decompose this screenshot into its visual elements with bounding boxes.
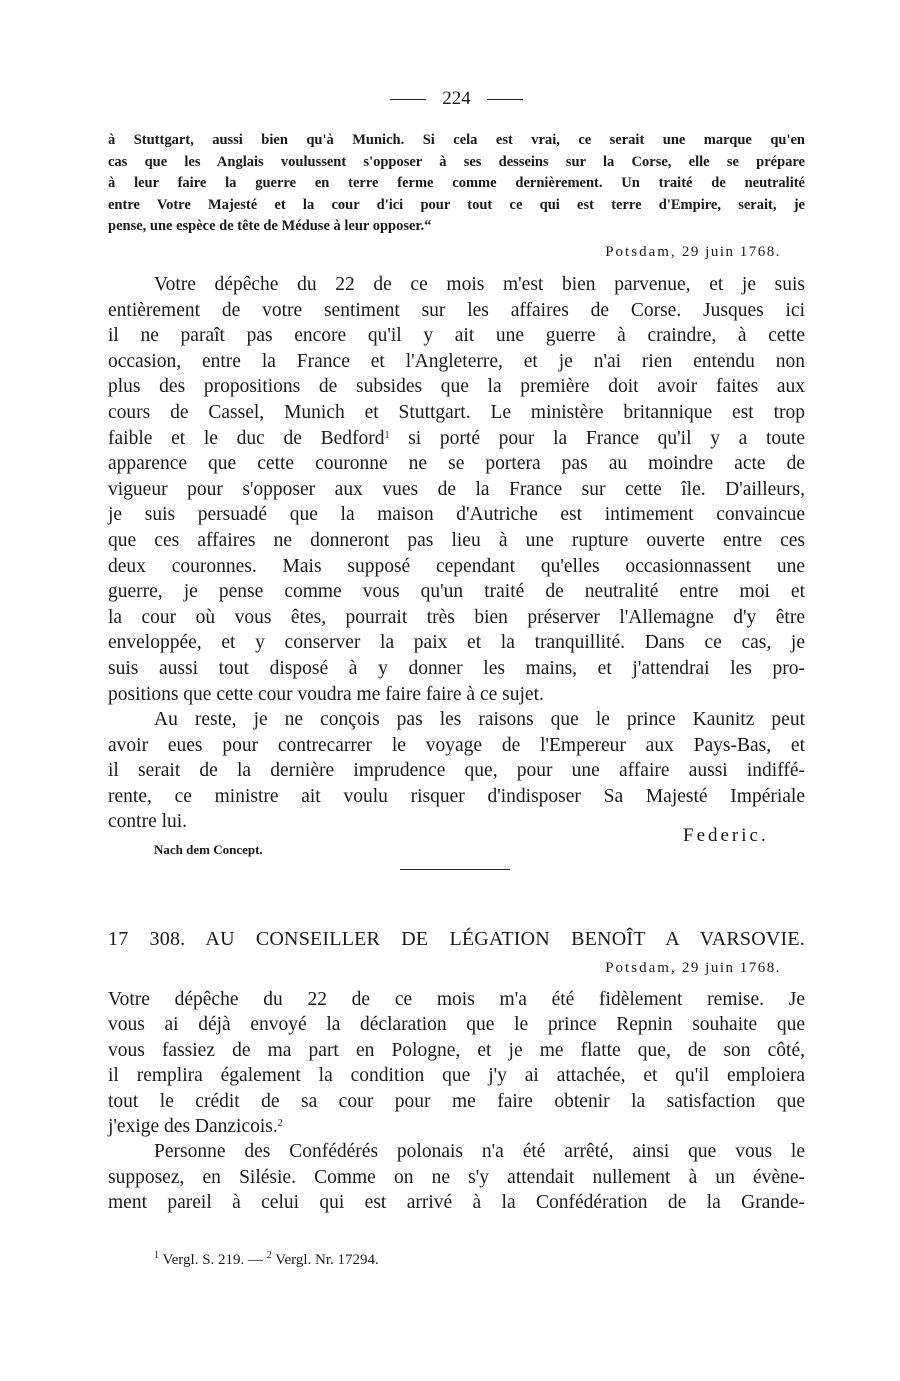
body-line: suis aussi tout disposé à y donner les mains, et j'attendrai les pro- xyxy=(108,657,805,679)
footnote-mark: 1 xyxy=(154,1250,159,1261)
body-line: que ces affaires ne donneront pas lieu à une rupture ouverte entre ces xyxy=(108,529,805,551)
body-text: j'exige des Danzicois. xyxy=(108,1116,278,1138)
footnote-mark: 2 xyxy=(266,1250,272,1261)
dateline-place: Potsdam, xyxy=(605,244,677,260)
body-line: positions que cette cour voudra me faire faire à ce sujet. xyxy=(108,683,544,705)
quote-line: à Stuttgart, aussi bien qu'à Munich. Si cela est vrai, ce serait une marque qu'en xyxy=(108,132,805,148)
quote-line: cas que les Anglais voulussent s'opposer à ses desseins sur la Corse, elle se prépare xyxy=(108,153,805,170)
body-line: Au reste, je ne conçois pas les raisons que le prince Kaunitz peut xyxy=(154,709,805,731)
body-line: apparence que cette couronne ne se portera pas au moindre acte de xyxy=(108,453,805,475)
dateline-place: Potsdam, xyxy=(605,960,677,976)
footnote-text: Vergl. S. 219. xyxy=(162,1252,245,1268)
body-line: tout le crédit de sa cour pour me faire obtenir la satisfaction que xyxy=(108,1090,805,1112)
footnote-reference: 2 xyxy=(277,1118,283,1130)
quote-line: entre Votre Majesté et la cour d'ici pour tout ce qui est terre d'Empire, serait, je xyxy=(108,196,805,213)
letter1-dateline xyxy=(605,244,781,261)
body-line: je suis persuadé que la maison d'Autriche est intimement convaincue xyxy=(108,504,805,526)
body-line-with-footnote xyxy=(108,426,805,452)
body-line: la cour où vous êtes, pourrait très bien préserver l'Allemagne d'y être xyxy=(108,606,805,628)
body-line: guerre, je pense comme vous qu'un traité de neutralité entre moi et xyxy=(108,581,805,603)
body-line: rente, ce ministre ait voulu risquer d'indisposer Sa Majesté Impériale xyxy=(108,785,805,807)
document-page xyxy=(108,0,805,1381)
body-line: deux couronnes. Mais supposé cependant qu'elles occasionnassent une xyxy=(108,555,805,577)
footnotes xyxy=(154,1252,379,1269)
body-line: il remplira également la condition que j'y ai attachée, et qu'il emploiera xyxy=(108,1065,805,1087)
body-line: vous fassiez de ma part en Pologne, et je me flatte que, de son côté, xyxy=(108,1039,805,1061)
letter-recipient: AU CONSEILLER DE LÉGATION BENOÎT A VARSOVIE. xyxy=(205,928,805,950)
body-line: enveloppée, et y conserver la paix et la tranquillité. Dans ce cas, je xyxy=(108,632,805,654)
body-line: occasion, entre la France et l'Angleterre, et je n'ai rien entendu non xyxy=(108,350,805,372)
footnote-reference: 1 xyxy=(384,429,390,441)
body-line: il serait de la dernière imprudence que, pour une affaire aussi indiffé- xyxy=(108,760,805,782)
signature: Federic. xyxy=(683,825,769,846)
body-line-with-footnote xyxy=(108,1114,805,1139)
footnote-separator: — xyxy=(248,1252,264,1268)
body-line: avoir eues pour contrecarrer le voyage de l'Empereur aux Pays-Bas, et xyxy=(108,734,805,756)
letter2-dateline xyxy=(605,960,781,977)
dateline-date: 29 juin 1768. xyxy=(681,960,781,976)
body-line: supposez, en Silésie. Comme on ne s'y attendait nullement à un évène- xyxy=(108,1166,805,1188)
quote-line: à leur faire la guerre en terre ferme comme dernièrement. Un traité de neutralité xyxy=(108,175,805,192)
letter2-body xyxy=(108,987,805,1216)
letter1-body xyxy=(108,272,805,835)
header-dash-right xyxy=(487,99,523,100)
body-text: si porté pour la France qu'il y a toute xyxy=(408,427,805,449)
section-divider xyxy=(400,869,510,870)
body-line: vigueur pour s'opposer aux vues de la France sur cette île. D'ailleurs, xyxy=(108,478,805,500)
header-dash-left xyxy=(390,99,426,100)
source-note: Nach dem Concept. xyxy=(154,842,263,857)
body-line: contre lui. xyxy=(108,811,188,833)
letter-number: 17 308. xyxy=(108,928,186,950)
body-line: il ne paraît pas encore qu'il y ait une guerre à craindre, à cette xyxy=(108,325,805,347)
body-line: Votre dépêche du 22 de ce mois m'a été fidèlement remise. Je xyxy=(108,989,805,1010)
body-line: entièrement de votre sentiment sur les affaires de Corse. Jusques ici xyxy=(108,299,805,321)
page-number: 224 xyxy=(442,88,471,109)
body-line: Votre dépêche du 22 de ce mois m'est bien parvenue, et je suis xyxy=(154,274,805,295)
body-text: faible et le duc de Bedford xyxy=(108,427,385,449)
footnote-text: Vergl. Nr. 17294. xyxy=(275,1252,379,1268)
dateline-date: 29 juin 1768. xyxy=(681,244,781,260)
body-line: plus des propositions de subsides que la première doit avoir faites aux xyxy=(108,376,805,398)
letter2-heading xyxy=(108,928,805,951)
body-line: Personne des Confédérés polonais n'a été arrêté, ainsi que vous le xyxy=(154,1141,805,1163)
page-header xyxy=(108,86,805,112)
body-line: vous ai déjà envoyé la déclaration que le prince Repnin souhaite que xyxy=(108,1014,805,1036)
body-line: ment pareil à celui qui est arrivé à la Confédération de la Grande- xyxy=(108,1192,805,1214)
quoted-report xyxy=(108,130,805,238)
body-line: cours de Cassel, Munich et Stuttgart. Le ministère britannique est trop xyxy=(108,401,805,423)
quote-line: pense, une espèce de tête de Méduse à leur opposer.“ xyxy=(108,218,432,235)
